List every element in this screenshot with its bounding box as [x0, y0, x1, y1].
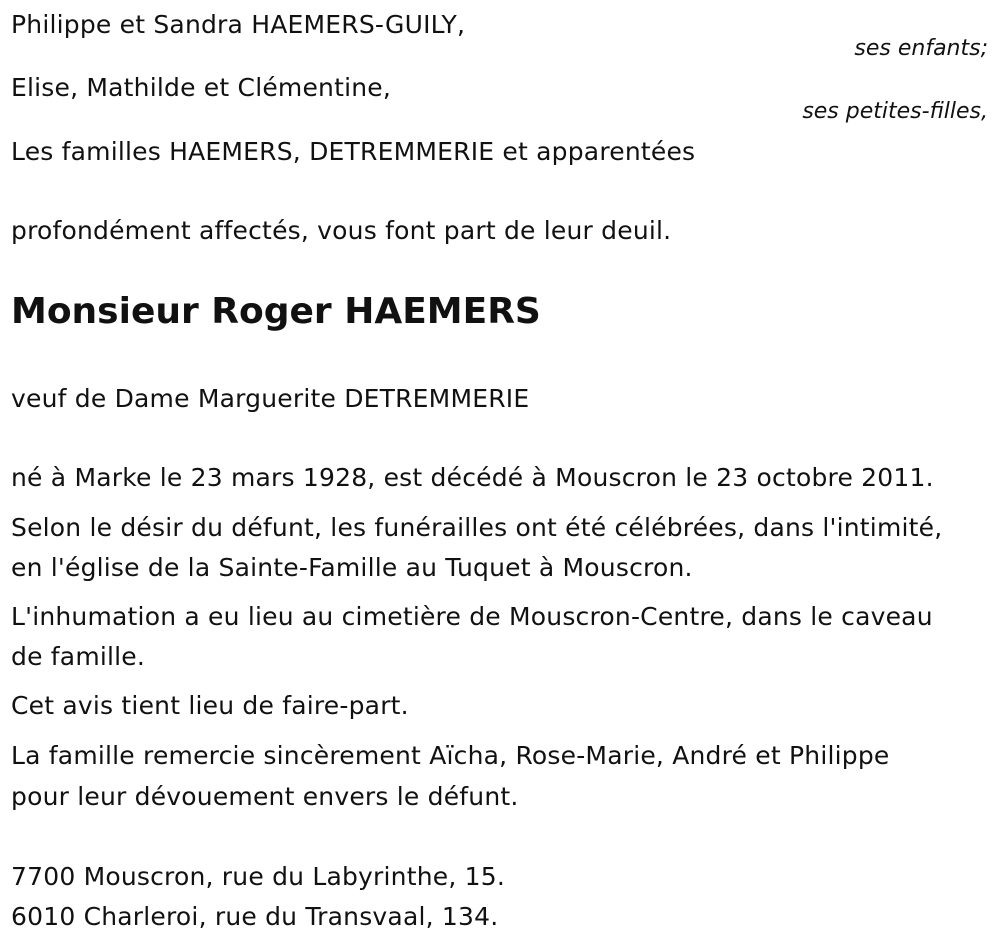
burial-line-1: L'inhumation a eu lieu au cimetière de Mouscron-Centre, dans le caveau — [11, 602, 933, 631]
address-charleroi: 6010 Charleroi, rue du Transvaal, 134. — [11, 902, 499, 931]
funeral-line-2: en l'église de la Sainte-Famille au Tuquet à Mouscron. — [11, 553, 693, 582]
children-role: ses enfants; — [854, 36, 988, 61]
thanks-line-1: La famille remercie sincèrement Aïcha, Rose-Marie, André et Philippe — [11, 741, 890, 770]
announcement-text: profondément affectés, vous font part de leur deuil. — [11, 216, 672, 245]
funeral-line-1: Selon le désir du défunt, les funérailles ont été célébrées, dans l'intimité, — [11, 513, 943, 542]
notice-text: Cet avis tient lieu de faire-part. — [11, 691, 409, 720]
widower-of: veuf de Dame Marguerite DETREMMERIE — [11, 384, 530, 413]
thanks-line-2: pour leur dévouement envers le défunt. — [11, 782, 519, 811]
deceased-name: Monsieur Roger HAEMERS — [11, 291, 541, 332]
grandchildren-role: ses petites-filles, — [802, 99, 988, 124]
other-families: Les familles HAEMERS, DETREMMERIE et apparentées — [11, 137, 696, 166]
birth-death: né à Marke le 23 mars 1928, est décédé à Mouscron le 23 octobre 2011. — [11, 463, 934, 492]
address-mouscron: 7700 Mouscron, rue du Labyrinthe, 15. — [11, 862, 505, 891]
children-names: Philippe et Sandra HAEMERS-GUILY, — [11, 10, 466, 39]
grandchildren-names: Elise, Mathilde et Clémentine, — [11, 73, 392, 102]
burial-line-2: de famille. — [11, 642, 146, 671]
